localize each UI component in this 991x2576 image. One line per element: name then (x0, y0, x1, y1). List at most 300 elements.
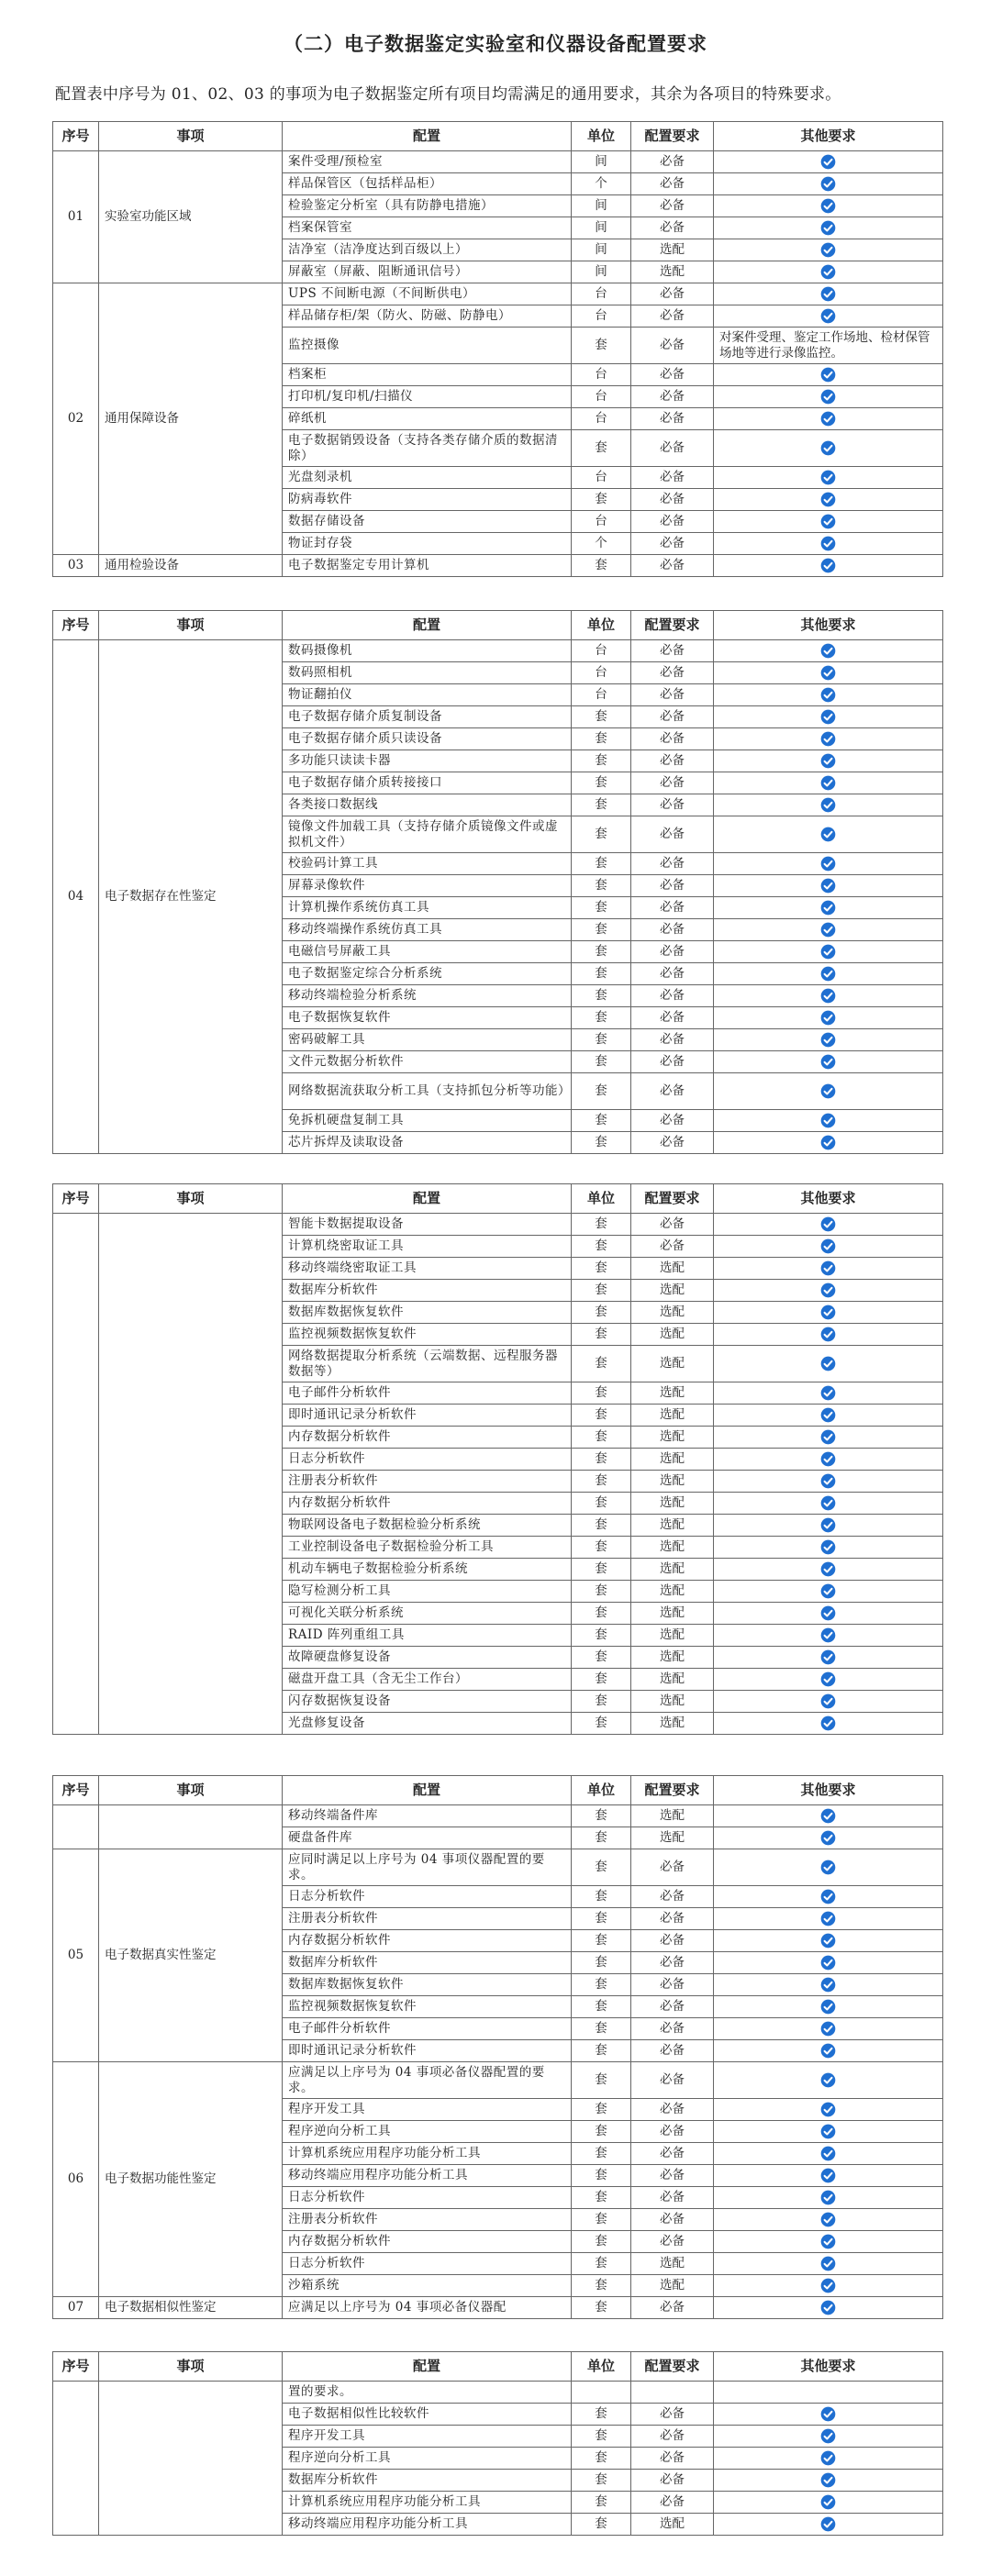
table-row (53, 1214, 943, 1236)
other-requirement-cell (714, 283, 943, 305)
check-circle-icon (820, 389, 836, 405)
unit-cell: 套 (572, 963, 631, 985)
requirement-cell: 必备 (631, 1930, 714, 1952)
config-cell: 样品储存柜/架（防火、防磁、防静电） (283, 305, 572, 328)
requirement-cell: 选配 (631, 1805, 714, 1827)
other-requirement-cell (714, 794, 943, 816)
config-cell: 计算机操作系统仿真工具 (283, 897, 572, 919)
row-seq-number: 03 (53, 555, 99, 577)
unit-cell: 台 (572, 386, 631, 408)
header-item: 事项 (99, 611, 283, 640)
requirement-cell: 选配 (631, 1603, 714, 1625)
requirement-cell: 必备 (631, 489, 714, 511)
config-cell: 程序开发工具 (283, 2099, 572, 2121)
check-circle-icon (820, 753, 836, 769)
unit-cell: 套 (572, 1280, 631, 1302)
unit-cell: 套 (572, 1559, 631, 1581)
header-other: 其他要求 (714, 122, 943, 151)
check-circle-icon (820, 176, 836, 192)
check-circle-icon (820, 220, 836, 236)
header-unit: 单位 (572, 611, 631, 640)
unit-cell: 套 (572, 1449, 631, 1471)
unit-cell: 套 (572, 1051, 631, 1073)
requirement-cell: 选配 (631, 2275, 714, 2297)
check-circle-icon (820, 1305, 836, 1320)
requirement-cell: 必备 (631, 2143, 714, 2165)
config-cell: 数据库分析软件 (283, 1952, 572, 1974)
unit-cell: 台 (572, 684, 631, 706)
other-requirement-cell (714, 706, 943, 728)
check-circle-icon (820, 1955, 836, 1971)
other-requirement-cell (714, 1382, 943, 1405)
other-requirement-cell (714, 1805, 943, 1827)
other-requirement-cell (714, 1559, 943, 1581)
header-requirement: 配置要求 (631, 1184, 714, 1214)
config-cell: 内存数据分析软件 (283, 1427, 572, 1449)
requirement-cell: 必备 (631, 151, 714, 173)
check-circle-icon (820, 1054, 836, 1070)
config-cell: 应满足以上序号为 04 事项必备仪器配置的要求。 (283, 2062, 572, 2099)
requirement-cell: 必备 (631, 386, 714, 408)
requirement-cell: 必备 (631, 2492, 714, 2514)
requirement-cell: 必备 (631, 305, 714, 328)
check-circle-icon (820, 286, 836, 302)
config-cell: 移动终端检验分析系统 (283, 985, 572, 1007)
unit-cell: 套 (572, 1625, 631, 1647)
requirement-cell: 选配 (631, 1405, 714, 1427)
config-cell: 监控视频数据恢复软件 (283, 1996, 572, 2018)
config-cell: 日志分析软件 (283, 2187, 572, 2209)
requirement-cell: 必备 (631, 408, 714, 430)
config-cell: 物证封存袋 (283, 533, 572, 555)
check-circle-icon (820, 1539, 836, 1555)
check-circle-icon (820, 1977, 836, 1993)
check-circle-icon (820, 1495, 836, 1511)
other-requirement-cell (714, 1647, 943, 1669)
check-circle-icon (820, 367, 836, 383)
other-requirement-cell (714, 640, 943, 662)
row-item-name (99, 2382, 283, 2536)
config-cell: 注册表分析软件 (283, 1471, 572, 1493)
unit-cell: 套 (572, 555, 631, 577)
config-cell: 物联网设备电子数据检验分析系统 (283, 1515, 572, 1537)
unit-cell: 套 (572, 919, 631, 941)
check-circle-icon (820, 797, 836, 813)
unit-cell: 套 (572, 1110, 631, 1132)
requirement-cell: 必备 (631, 1214, 714, 1236)
other-requirement-cell (714, 2426, 943, 2448)
unit-cell: 套 (572, 1007, 631, 1029)
other-requirement-cell (714, 217, 943, 239)
config-cell: 监控摄像 (283, 328, 572, 364)
unit-cell: 套 (572, 2253, 631, 2275)
requirement-cell: 必备 (631, 1236, 714, 1258)
row-seq-number: 06 (53, 2062, 99, 2297)
table-row (53, 1849, 943, 1886)
header-seq: 序号 (53, 1776, 99, 1805)
unit-cell: 套 (572, 2492, 631, 2514)
other-requirement-cell (714, 1515, 943, 1537)
row-seq-number (53, 1805, 99, 1849)
unit-cell: 套 (572, 2448, 631, 2470)
other-requirement-cell (714, 1132, 943, 1154)
other-requirement-cell (714, 1427, 943, 1449)
check-circle-icon (820, 2168, 836, 2183)
requirement-cell: 必备 (631, 1886, 714, 1908)
header-row (53, 1184, 943, 1214)
config-cell: 磁盘开盘工具（含无尘工作台） (283, 1669, 572, 1691)
check-circle-icon (820, 2406, 836, 2422)
check-circle-icon (820, 1010, 836, 1026)
unit-cell: 套 (572, 489, 631, 511)
unit-cell: 套 (572, 1805, 631, 1827)
other-requirement-cell (714, 1996, 943, 2018)
other-requirement-cell (714, 1974, 943, 1996)
config-cell: 数据库分析软件 (283, 1280, 572, 1302)
check-circle-icon (820, 2278, 836, 2293)
other-requirement-cell (714, 1007, 943, 1029)
check-circle-icon (820, 2516, 836, 2532)
check-circle-icon (820, 492, 836, 507)
config-cell: 内存数据分析软件 (283, 1493, 572, 1515)
check-circle-icon (820, 1260, 836, 1276)
config-table-4 (52, 1775, 942, 2319)
requirement-cell: 必备 (631, 1996, 714, 2018)
requirement-cell: 必备 (631, 1007, 714, 1029)
unit-cell: 间 (572, 239, 631, 261)
other-requirement-cell (714, 1827, 943, 1849)
config-cell: 各类接口数据线 (283, 794, 572, 816)
config-cell: 数据库分析软件 (283, 2470, 572, 2492)
other-requirement-cell (714, 662, 943, 684)
other-requirement-cell (714, 1346, 943, 1382)
requirement-cell: 必备 (631, 684, 714, 706)
unit-cell: 套 (572, 2018, 631, 2040)
table-row (53, 1805, 943, 1827)
unit-cell: 套 (572, 1691, 631, 1713)
unit-cell: 套 (572, 875, 631, 897)
config-cell: 网络数据提取分析系统（云端数据、远程服务器数据等） (283, 1346, 572, 1382)
unit-cell: 套 (572, 430, 631, 467)
check-circle-icon (820, 2450, 836, 2466)
check-circle-icon (820, 643, 836, 659)
config-table-5 (52, 2351, 942, 2536)
config-cell: 计算机系统应用程序功能分析工具 (283, 2492, 572, 2514)
check-circle-icon (820, 242, 836, 258)
other-requirement-cell (714, 1214, 943, 1236)
config-table (52, 1183, 943, 1735)
check-circle-icon (820, 1429, 836, 1445)
header-row (53, 122, 943, 151)
unit-cell: 套 (572, 1132, 631, 1154)
config-cell: 内存数据分析软件 (283, 1930, 572, 1952)
unit-cell: 套 (572, 728, 631, 750)
config-cell: 内存数据分析软件 (283, 2231, 572, 2253)
unit-cell: 套 (572, 897, 631, 919)
requirement-cell: 选配 (631, 1537, 714, 1559)
config-cell: 故障硬盘修复设备 (283, 1647, 572, 1669)
requirement-cell: 必备 (631, 897, 714, 919)
check-circle-icon (820, 411, 836, 427)
config-cell: 智能卡数据提取设备 (283, 1214, 572, 1236)
other-requirement-cell (714, 2165, 943, 2187)
config-cell: 移动终端备件库 (283, 1805, 572, 1827)
other-requirement-cell (714, 173, 943, 195)
check-circle-icon (820, 470, 836, 485)
requirement-cell: 必备 (631, 1952, 714, 1974)
row-seq-number: 01 (53, 151, 99, 283)
row-item-name: 实验室功能区域 (99, 151, 283, 283)
config-cell: 芯片拆焊及读取设备 (283, 1132, 572, 1154)
config-cell: 电子数据鉴定专用计算机 (283, 555, 572, 577)
unit-cell: 台 (572, 662, 631, 684)
header-row (53, 2352, 943, 2382)
table-row (53, 2062, 943, 2099)
config-cell: 电子邮件分析软件 (283, 2018, 572, 2040)
check-circle-icon (820, 1999, 836, 2015)
row-item-name: 电子数据真实性鉴定 (99, 1849, 283, 2062)
other-requirement-cell (714, 816, 943, 853)
check-circle-icon (820, 1356, 836, 1371)
other-requirement-cell (714, 386, 943, 408)
config-cell: 计算机绕密取证工具 (283, 1236, 572, 1258)
check-circle-icon (820, 775, 836, 791)
unit-cell: 套 (572, 2165, 631, 2187)
requirement-cell: 必备 (631, 283, 714, 305)
unit-cell: 套 (572, 1996, 631, 2018)
table-row (53, 151, 943, 173)
requirement-cell: 必备 (631, 750, 714, 772)
other-requirement-cell (714, 2492, 943, 2514)
check-circle-icon (820, 2494, 836, 2510)
other-requirement-cell (714, 195, 943, 217)
header-seq: 序号 (53, 611, 99, 640)
check-circle-icon (820, 1933, 836, 1949)
requirement-cell: 必备 (631, 2426, 714, 2448)
other-requirement-cell (714, 151, 943, 173)
config-cell: 移动终端绕密取证工具 (283, 1258, 572, 1280)
other-requirement-cell (714, 897, 943, 919)
requirement-cell: 选配 (631, 1493, 714, 1515)
header-requirement: 配置要求 (631, 611, 714, 640)
row-seq-number: 04 (53, 640, 99, 1154)
other-requirement-cell (714, 2121, 943, 2143)
unit-cell: 套 (572, 2231, 631, 2253)
other-requirement-cell (714, 1073, 943, 1110)
other-requirement-cell (714, 2404, 943, 2426)
config-cell: 电子数据相似性比较软件 (283, 2404, 572, 2426)
check-circle-icon (820, 1830, 836, 1846)
config-cell: 程序开发工具 (283, 2426, 572, 2448)
unit-cell: 套 (572, 1073, 631, 1110)
check-circle-icon (820, 1032, 836, 1048)
requirement-cell: 必备 (631, 816, 714, 853)
config-cell: 日志分析软件 (283, 2253, 572, 2275)
unit-cell: 套 (572, 853, 631, 875)
other-requirement-cell (714, 1930, 943, 1952)
other-requirement-cell (714, 239, 943, 261)
unit-cell: 套 (572, 1471, 631, 1493)
header-requirement: 配置要求 (631, 2352, 714, 2382)
other-requirement-cell (714, 985, 943, 1007)
requirement-cell: 选配 (631, 2514, 714, 2536)
unit-cell: 套 (572, 706, 631, 728)
unit-cell: 套 (572, 816, 631, 853)
unit-cell: 套 (572, 2404, 631, 2426)
check-circle-icon (820, 900, 836, 916)
config-cell: 移动终端应用程序功能分析工具 (283, 2165, 572, 2187)
unit-cell: 套 (572, 1214, 631, 1236)
check-circle-icon (820, 2300, 836, 2315)
header-other: 其他要求 (714, 1184, 943, 1214)
config-cell: 洁净室（洁净度达到百级以上） (283, 239, 572, 261)
other-requirement-cell: 对案件受理、鉴定工作场地、检材保管场地等进行录像监控。 (714, 328, 943, 364)
check-circle-icon (820, 1671, 836, 1687)
other-requirement-cell (714, 2209, 943, 2231)
config-cell: 数据库数据恢复软件 (283, 1974, 572, 1996)
config-cell: 移动终端操作系统仿真工具 (283, 919, 572, 941)
unit-cell: 套 (572, 1669, 631, 1691)
config-cell: 电子数据存储介质复制设备 (283, 706, 572, 728)
unit-cell: 套 (572, 1581, 631, 1603)
check-circle-icon (820, 2102, 836, 2117)
unit-cell (572, 2382, 631, 2404)
header-item: 事项 (99, 1776, 283, 1805)
unit-cell: 套 (572, 941, 631, 963)
requirement-cell: 必备 (631, 728, 714, 750)
requirement-cell: 选配 (631, 1302, 714, 1324)
check-circle-icon (820, 856, 836, 872)
requirement-cell: 选配 (631, 261, 714, 283)
requirement-cell: 选配 (631, 1471, 714, 1493)
other-requirement-cell (714, 511, 943, 533)
check-circle-icon (820, 264, 836, 280)
check-circle-icon (820, 1715, 836, 1731)
row-seq-number: 02 (53, 283, 99, 555)
other-requirement-cell (714, 1886, 943, 1908)
requirement-cell: 选配 (631, 1258, 714, 1280)
config-cell: 电子数据恢复软件 (283, 1007, 572, 1029)
check-circle-icon (820, 665, 836, 681)
check-circle-icon (820, 1649, 836, 1665)
check-circle-icon (820, 1113, 836, 1128)
requirement-cell: 必备 (631, 1051, 714, 1073)
requirement-cell: 必备 (631, 2470, 714, 2492)
other-requirement-cell (714, 1471, 943, 1493)
header-unit: 单位 (572, 122, 631, 151)
unit-cell: 间 (572, 217, 631, 239)
unit-cell: 套 (572, 2297, 631, 2319)
config-cell: 即时通讯记录分析软件 (283, 1405, 572, 1427)
other-requirement-cell (714, 1258, 943, 1280)
unit-cell: 套 (572, 1236, 631, 1258)
table-row (53, 555, 943, 577)
check-circle-icon (820, 440, 836, 456)
config-cell: 校验码计算工具 (283, 853, 572, 875)
config-cell: 免拆机硬盘复制工具 (283, 1110, 572, 1132)
unit-cell: 套 (572, 1515, 631, 1537)
other-requirement-cell (714, 941, 943, 963)
requirement-cell: 必备 (631, 2040, 714, 2062)
check-circle-icon (820, 558, 836, 573)
config-cell: 置的要求。 (283, 2382, 572, 2404)
header-row (53, 611, 943, 640)
other-requirement-cell (714, 2253, 943, 2275)
unit-cell: 个 (572, 533, 631, 555)
intro-paragraph: 配置表中序号为 01、02、03 的事项为电子数据鉴定所有项目均需满足的通用要求，其余为各项目的特殊要求。 (55, 85, 841, 104)
other-requirement-cell (714, 1280, 943, 1302)
other-requirement-cell (714, 533, 943, 555)
config-table (52, 2351, 943, 2536)
other-requirement-cell (714, 2514, 943, 2536)
unit-cell: 套 (572, 1537, 631, 1559)
other-requirement-cell (714, 728, 943, 750)
config-cell: 光盘修复设备 (283, 1713, 572, 1735)
config-cell: 打印机/复印机/扫描仪 (283, 386, 572, 408)
requirement-cell: 选配 (631, 1713, 714, 1735)
config-cell: 硬盘备件库 (283, 1827, 572, 1849)
unit-cell: 台 (572, 640, 631, 662)
header-config: 配置 (283, 1776, 572, 1805)
row-item-name: 通用检验设备 (99, 555, 283, 577)
header-other: 其他要求 (714, 611, 943, 640)
check-circle-icon (820, 687, 836, 703)
check-circle-icon (820, 1561, 836, 1577)
requirement-cell: 必备 (631, 941, 714, 963)
check-circle-icon (820, 1517, 836, 1533)
requirement-cell: 必备 (631, 2404, 714, 2426)
config-cell: 应同时满足以上序号为 04 事项仪器配置的要求。 (283, 1849, 572, 1886)
requirement-cell: 选配 (631, 1669, 714, 1691)
check-circle-icon (820, 2472, 836, 2488)
config-cell: RAID 阵列重组工具 (283, 1625, 572, 1647)
check-circle-icon (820, 709, 836, 725)
table-row (53, 2297, 943, 2319)
config-cell: 电磁信号屏蔽工具 (283, 941, 572, 963)
config-cell: 案件受理/预检室 (283, 151, 572, 173)
requirement-cell: 必备 (631, 467, 714, 489)
unit-cell: 台 (572, 283, 631, 305)
requirement-cell: 选配 (631, 1647, 714, 1669)
unit-cell: 套 (572, 2121, 631, 2143)
config-cell: 电子数据存储介质转接接口 (283, 772, 572, 794)
table-row (53, 640, 943, 662)
config-cell: 网络数据流获取分析工具（支持抓包分析等功能） (283, 1073, 572, 1110)
config-table-3 (52, 1183, 942, 1735)
check-circle-icon (820, 922, 836, 938)
other-requirement-cell (714, 489, 943, 511)
check-circle-icon (820, 1911, 836, 1926)
config-cell: 沙箱系统 (283, 2275, 572, 2297)
requirement-cell: 必备 (631, 1974, 714, 1996)
check-circle-icon (820, 988, 836, 1004)
config-cell: 多功能只读读卡器 (283, 750, 572, 772)
unit-cell: 间 (572, 151, 631, 173)
check-circle-icon (820, 198, 836, 214)
requirement-cell: 必备 (631, 511, 714, 533)
check-circle-icon (820, 2190, 836, 2205)
other-requirement-cell (714, 364, 943, 386)
other-requirement-cell (714, 963, 943, 985)
requirement-cell: 选配 (631, 1625, 714, 1647)
requirement-cell (631, 2382, 714, 2404)
other-requirement-cell (714, 1625, 943, 1647)
row-item-name: 电子数据存在性鉴定 (99, 640, 283, 1154)
config-cell: 防病毒软件 (283, 489, 572, 511)
other-requirement-cell (714, 2062, 943, 2099)
other-requirement-cell (714, 1691, 943, 1713)
config-cell: 数据存储设备 (283, 511, 572, 533)
